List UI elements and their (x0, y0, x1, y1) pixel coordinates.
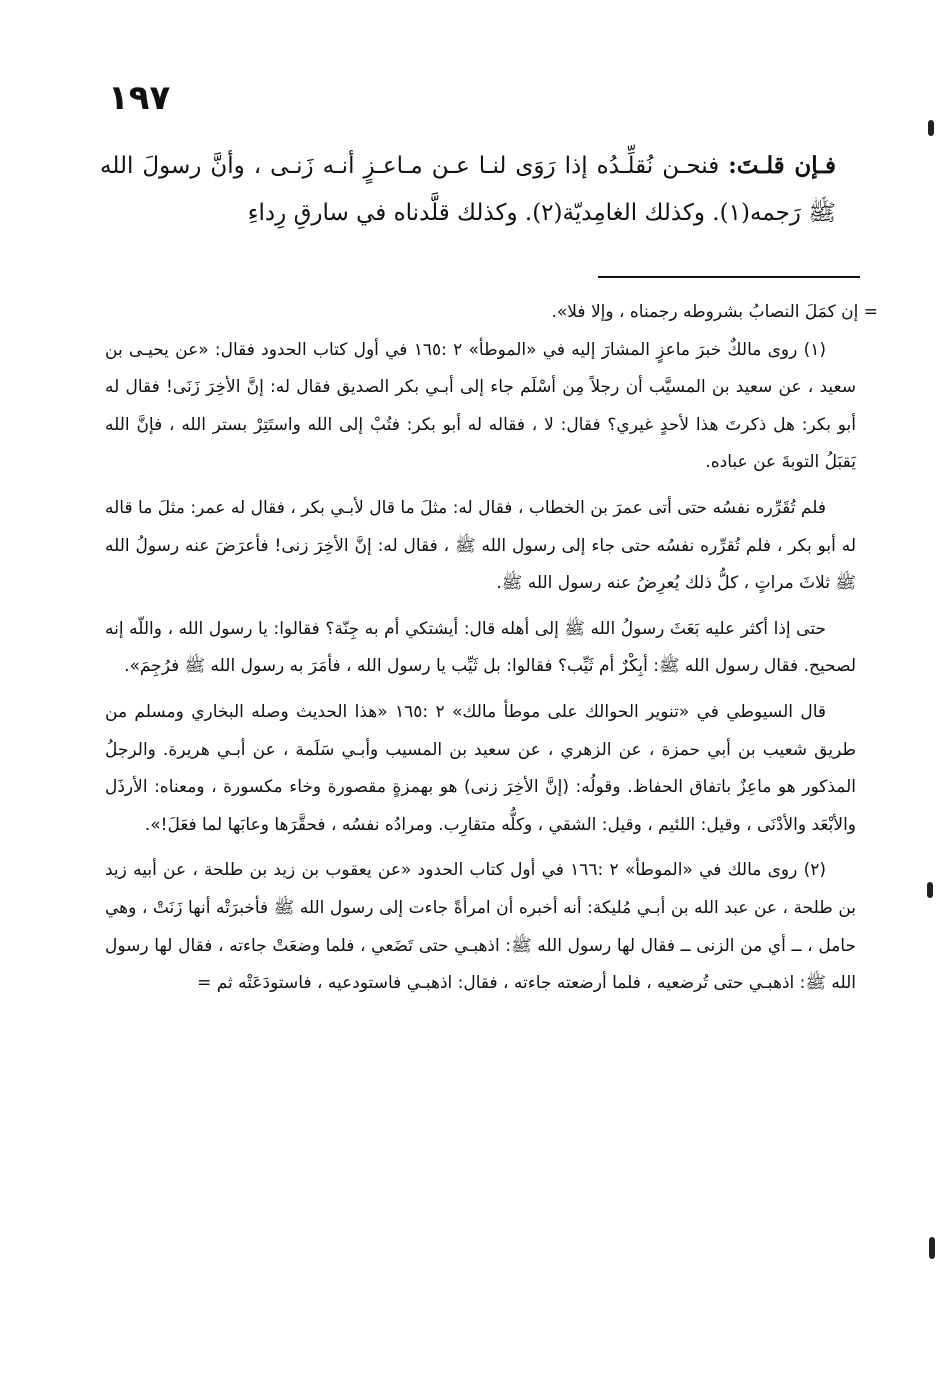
main-mid: . وكذلك الغامِديّة (562, 200, 720, 226)
main-text (100, 142, 836, 237)
main-paragraph (100, 142, 836, 237)
footnotes (105, 294, 878, 1003)
footnote-1: (١) روى مالكٌ خبرَ ماعزٍ المشارَ إليه في «الموطأ» ٢ :١٦٥ في أول كتاب الحدود فقال: «عن يحيـى بن سعيد ، عن سعيد بن المسيَّب أن رجلاً مِن أسْلَم جاء إلى أبـي بكر الصديق فقال له: إنَّ الأخِرَ زَنَى! فقال له أبو بكر: هل ذكرتَ هذا لأحدٍ غيري؟ فقال: لا ، فقاله له أبو بكر: فتُبْ إلى الله واستَتِرْ بستر الله ، فإنَّ الله يَقبَلُ التوبةَ عن عباده. (105, 339, 856, 473)
footnote-1-para-4: قال السيوطي في «تنوير الحوالك على موطأ مالك» ٢ :١٦٥ «هذا الحديث وصله البخاري ومسلم من طريق شعيب بن أبي حمزة ، عن الزهري ، عن سعيد بن المسيب وأبـي سَلَمة ، عن أبـي هريرة. والرجلُ المذكور هو ماعِزٌ باتفاق الحفاظ. وقولُه: (إنَّ الأخِرَ زنى) هو بهمزةٍ مقصورة وخاء مكسورة ، ومعناه: الأرذَل والأبْعَد والأدْنَى ، وقيل: اللئيم ، وقيل: الشقي ، وكلُّه متقارِب. ومرادُه نفسُه ، فحقَّرَها وعابَها لما فعَلَ!». (105, 701, 856, 835)
footnote-1-para-3: حتى إذا أكثر عليه بَعَثَ رسولُ الله ﷺ إلى أهله قال: أيشتكي أم به جِنّة؟ فقالوا: يا رسول الله ، واللّه إنه لصحيح. فقال رسول الله ﷺ: أبِكْرٌ أم ثَيِّب؟ فقالوا: بل ثَيِّب يا رسول الله ، فأمَرَ به رسول الله ﷺ فرُجِمَ». (105, 618, 856, 677)
footnote-separator (598, 276, 860, 278)
main-lead: فـإن قلـتَ: (728, 152, 837, 179)
footnote-continuation: = إن كمَلَ النصابُ بشروطه رجمناه ، وإلا فلا». (551, 302, 878, 322)
footnote-1-para-2: فلم تُقَرِّره نفسُه حتى أتى عمرَ بن الخطاب ، فقال له: مثلَ ما قال لأبـي بكر ، فقال له عمر: مثلَ ما قاله له أبو بكر ، فلم تُقرِّره نفسُه حتى جاء إلى رسول الله ﷺ ، فقال له: إنَّ الأخِرَ زنى! فأعرَضَ عنه رسولُ الله ﷺ ثلاثَ مراتٍ ، كلُّ ذلك يُعرِضُ عنه رسول الله ﷺ. (105, 497, 856, 594)
scan-edge-mark (928, 120, 934, 136)
main-rest: فنحـن نُقلِّـدُه إذا رَوَى لنـا عـن مـاعـزٍ أنـه زَنـى ، وأنَّ رسولَ الله ﷺ رَجمه (100, 153, 836, 226)
main-end: . وكذلك قلَّدناه في سارقِ رِداءِ (247, 200, 533, 226)
page-number: ١٩٧ (108, 78, 171, 118)
scan-edge-mark (929, 1237, 935, 1259)
footnote-ref-1: (١) (719, 200, 750, 226)
scan-edge-mark (927, 882, 933, 898)
footnote-ref-2: (٢) (532, 200, 563, 226)
footnote-2: (٢) روى مالك في «الموطأ» ٢ :١٦٦ في أول كتاب الحدود «عن يعقوب بن زيد بن طلحة ، عن أبيه زيد بن طلحة ، عن عبد الله بن أبـي مُليكة: أنه أخبره أن امرأةً جاءت إلى رسول الله ﷺ فأخبرَتْه أنها زَنَتْ ، وهي حامل ، ــ أي من الزنى ــ فقال لها رسول الله ﷺ: اذهبـي حتى تَضَعي ، فلما وضعَتْ جاءته ، فقال لها رسول الله ﷺ: اذهبـي حتى تُرضعيه ، فلما أرضعته جاءته ، فقال: اذهبـي فاستودعيه ، فاستودَعَتْه ثم = (105, 860, 856, 994)
